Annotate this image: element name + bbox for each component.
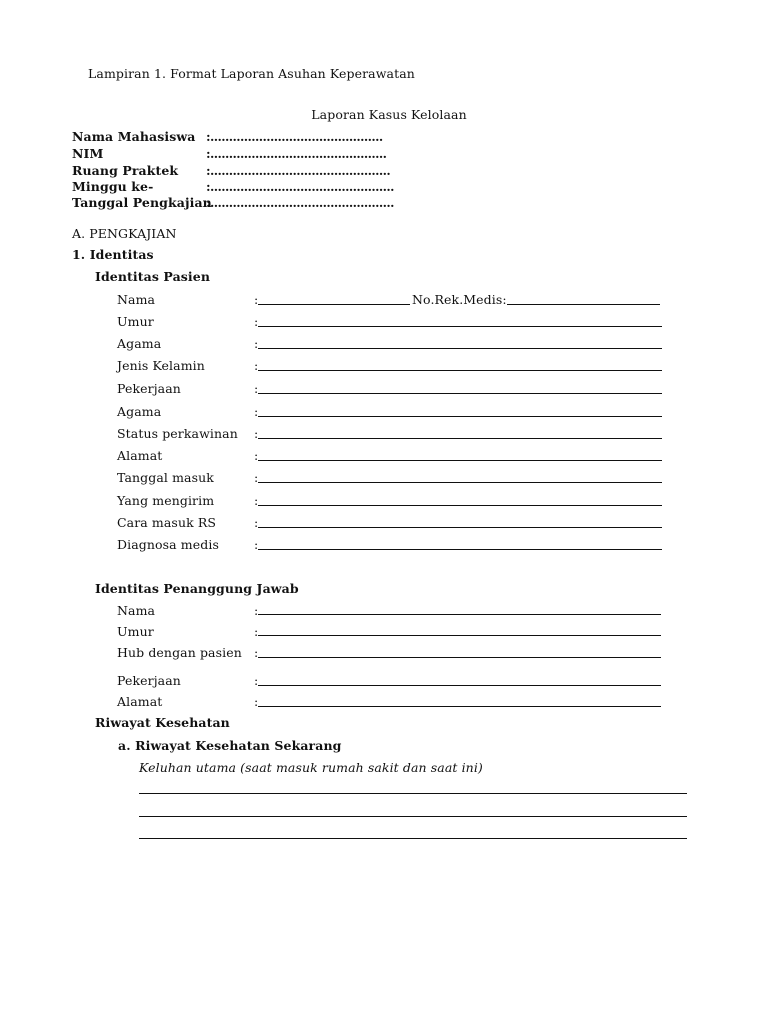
pasien-field-agama-2-line [258, 416, 662, 417]
pasien-field-alamat-label: Alamat [117, 448, 163, 463]
pasien-field-agama-label: Agama [117, 336, 162, 351]
pasien-field-diagnosa-medis-label: Diagnosa medis [117, 537, 219, 552]
pj-field-hub-pasien-line [258, 657, 661, 658]
pasien-field-alamat-colon: : [254, 448, 259, 463]
header-value-ruang-praktek: :................................................ [206, 163, 391, 178]
pasien-field-cara-masuk-rs-line [258, 527, 662, 528]
pasien-nama-colon: : [254, 292, 259, 307]
header-value-tanggal-pengkajian: :................................................. [206, 195, 394, 210]
pasien-field-agama-line [258, 348, 662, 349]
pasien-field-status-perkawinan-colon: : [254, 426, 259, 441]
pasien-field-pekerjaan-colon: : [254, 381, 259, 396]
pasien-field-yang-mengirim-line [258, 505, 662, 506]
pj-field-nama-line [258, 614, 661, 615]
pj-field-alamat-colon: : [254, 694, 259, 709]
item-1-heading: 1. Identitas [72, 247, 154, 262]
rekmed-fill-line [507, 304, 660, 305]
pj-field-nama-label: Nama [117, 603, 156, 618]
keluhan-answer-line-1 [139, 793, 687, 794]
section-a-heading: A. PENGKAJIAN [72, 226, 177, 241]
pasien-field-diagnosa-medis-line [258, 549, 662, 550]
pj-field-hub-pasien-label: Hub dengan pasien [117, 645, 242, 660]
pasien-field-agama-2-label: Agama [117, 404, 162, 419]
pasien-field-umur-line [258, 326, 662, 327]
header-label-ruang-praktek: Ruang Praktek [72, 163, 179, 178]
pasien-field-jenis-kelamin-line [258, 370, 662, 371]
pj-field-hub-pasien-colon: : [254, 645, 259, 660]
header-value-nama-mahasiswa: :.............................................. [206, 129, 383, 144]
pasien-field-pekerjaan-label: Pekerjaan [117, 381, 181, 396]
pasien-field-umur-colon: : [254, 314, 259, 329]
keluhan-answer-line-2 [139, 816, 687, 817]
pj-field-pekerjaan-line [258, 685, 661, 686]
pj-field-nama-colon: : [254, 603, 259, 618]
pasien-field-yang-mengirim-colon: : [254, 493, 259, 508]
pasien-field-jenis-kelamin-label: Jenis Kelamin [117, 358, 205, 373]
pj-field-alamat-label: Alamat [117, 694, 163, 709]
pj-field-alamat-line [258, 706, 661, 707]
appendix-title: Lampiran 1. Format Laporan Asuhan Keperawatan [88, 66, 415, 81]
header-label-tanggal-pengkajian: Tanggal Pengkajian [72, 195, 212, 210]
header-label-nim: NIM [72, 146, 104, 161]
pasien-field-tanggal-masuk-label: Tanggal masuk [117, 470, 214, 485]
penanggung-jawab-heading: Identitas Penanggung Jawab [95, 581, 299, 596]
identitas-pasien-heading: Identitas Pasien [95, 269, 211, 284]
header-value-minggu-ke: :................................................. [206, 179, 394, 194]
pasien-field-umur-label: Umur [117, 314, 154, 329]
header-label-minggu-ke: Minggu ke- [72, 179, 154, 194]
riwayat-kesehatan-heading: Riwayat Kesehatan [95, 715, 230, 730]
rekmed-label: No.Rek.Medis: [412, 292, 507, 307]
pasien-field-cara-masuk-rs-colon: : [254, 515, 259, 530]
pasien-field-yang-mengirim-label: Yang mengirim [117, 493, 215, 508]
pasien-field-agama-colon: : [254, 336, 259, 351]
pasien-field-pekerjaan-line [258, 393, 662, 394]
pj-field-umur-colon: : [254, 624, 259, 639]
pasien-field-diagnosa-medis-colon: : [254, 537, 259, 552]
pasien-nama-fill-line [258, 304, 410, 305]
pj-field-umur-label: Umur [117, 624, 154, 639]
pj-field-umur-line [258, 635, 661, 636]
pasien-field-status-perkawinan-label: Status perkawinan [117, 426, 238, 441]
pj-field-pekerjaan-colon: : [254, 673, 259, 688]
report-title: Laporan Kasus Kelolaan [311, 107, 467, 122]
pasien-field-jenis-kelamin-colon: : [254, 358, 259, 373]
keluhan-utama-prompt: Keluhan utama (saat masuk rumah sakit dan saat ini) [139, 760, 483, 775]
pj-field-pekerjaan-label: Pekerjaan [117, 673, 181, 688]
riwayat-sekarang-heading: a. Riwayat Kesehatan Sekarang [118, 738, 342, 753]
pasien-field-agama-2-colon: : [254, 404, 259, 419]
pasien-field-status-perkawinan-line [258, 438, 662, 439]
pasien-nama-label: Nama [117, 292, 156, 307]
pasien-field-alamat-line [258, 460, 662, 461]
pasien-field-tanggal-masuk-line [258, 482, 662, 483]
pasien-field-tanggal-masuk-colon: : [254, 470, 259, 485]
keluhan-answer-line-3 [139, 838, 687, 839]
header-value-nim: :............................................... [206, 146, 387, 161]
header-label-nama-mahasiswa: Nama Mahasiswa [72, 129, 196, 144]
pasien-field-cara-masuk-rs-label: Cara masuk RS [117, 515, 217, 530]
